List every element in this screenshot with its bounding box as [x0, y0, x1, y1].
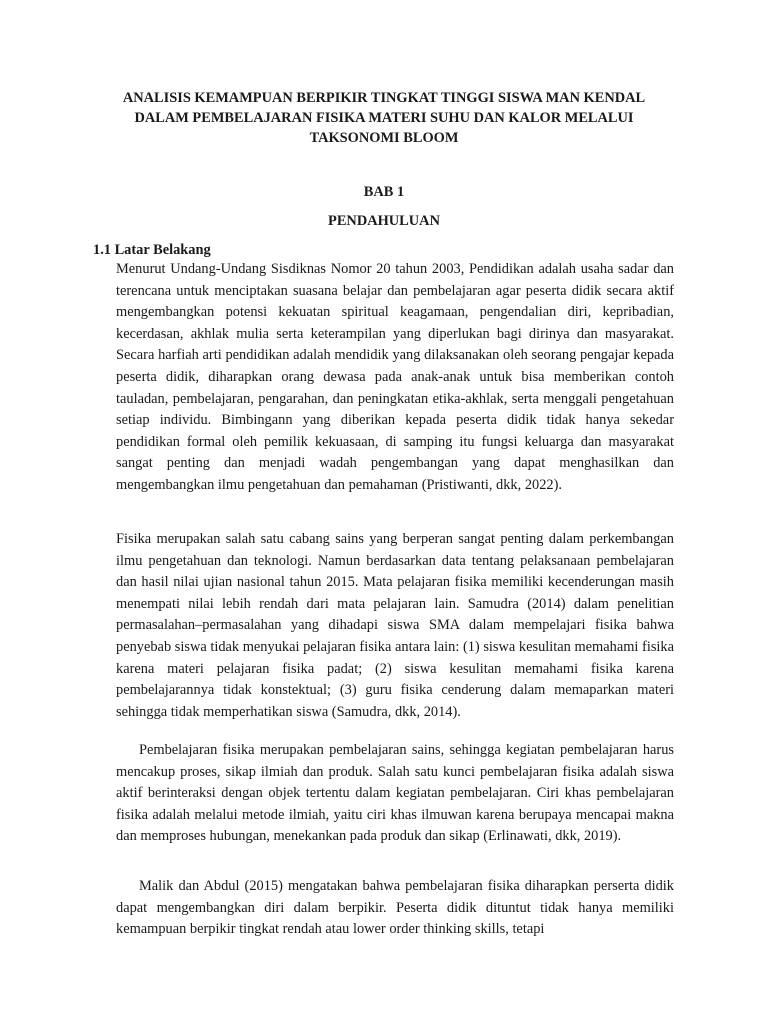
chapter-number: BAB 1 [363, 184, 405, 200]
paragraph-3: Pembelajaran fisika merupakan pembelajaran sains, sehingga kegiatan pembelajaran harus mencakup proses, sikap ilmiah dan produk. Salah satu kunci pembelajaran fisika adalah siswa aktif berinteraksi dengan objek tertentu dalam kegiatan pembelajaran. Ciri khas pembelajaran fisika adalah melalui metode ilmiah, yaitu ciri khas ilmuwan karena berupaya mencapai makna dan memproses hubungan, menekankan pada produk dan sikap (Erlinawati, dkk, 2019). [116, 742, 674, 845]
chapter-title: PENDAHULUAN [328, 213, 440, 229]
paragraph-4: Malik dan Abdul (2015) mengatakan bahwa pembelajaran fisika diharapkan perserta didik dapat mengembangkan diri dalam berpikir. Peserta didik dituntut tidak hanya memiliki kemampuan berpikir tingkat rendah atau lower order thinking skills, tetapi [116, 878, 674, 938]
document-title: ANALISIS KEMAMPUAN BERPIKIR TINGKAT TINGGI SISWA MAN KENDAL DALAM PEMBELAJARAN FISIKA MATERI SUHU DAN KALOR MELALUI TAKSONOMI BLOOM [122, 90, 646, 146]
section-heading: 1.1 Latar Belakang [93, 242, 211, 258]
paragraph-2: Fisika merupakan salah satu cabang sains yang berperan sangat penting dalam perkembangan ilmu pengetahuan dan teknologi. Namun berdasarkan data tentang pelaksanaan pembelajaran dan hasil nilai ujian nasional tahun 2015. Mata pelajaran fisika memiliki kecenderungan masih menempati nilai lebih rendah dari mata pelajaran lain. Samudra (2014) dalam penelitian permasalahan–permasalahan yang dihadapi siswa SMA dalam mempelajari fisika bahwa penyebab siswa tidak menyukai pelajaran fisika antara lain: (1) siswa kesulitan memahami fisika karena materi pelajaran fisika padat; (2) siswa kesulitan memahami fisika karena pembelajarannya tidak konstektual; (3) guru fisika cenderung dalam memaparkan materi sehingga tidak memperhatikan siswa (Samudra, dkk, 2014). [116, 531, 674, 720]
paragraph-1: Menurut Undang-Undang Sisdiknas Nomor 20 tahun 2003, Pendidikan adalah usaha sadar dan terencana untuk menciptakan suasana belajar dan pembelajaran agar peserta didik secara aktif mengembangkan potensi kekuatan spiritual keagamaan, pengendalian diri, kepribadian, kecerdasan, akhlak mulia serta keterampilan yang diperlukan bagi dirinya dan masyarakat. Secara harfiah arti pendidikan adalah mendidik yang dilaksanakan oleh seorang pengajar kepada peserta didik, diharapkan orang dewasa pada anak-anak untuk bisa memberikan contoh tauladan, pembelajaran, pengarahan, dan peningkatan etika-akhlak, serta menggali pengetahuan setiap individu. Bimbingann yang diberikan kepada peserta didik tidak hanya sekedar pendidikan formal oleh pemilik kekuasaan, di samping itu fungsi keluarga dan masyarakat sangat penting dan menjadi wadah pengembangan yang dapat menghasilkan dan mengembangkan ilmu pengetahuan dan pemahaman (Pristiwanti, dkk, 2022). [116, 261, 674, 493]
